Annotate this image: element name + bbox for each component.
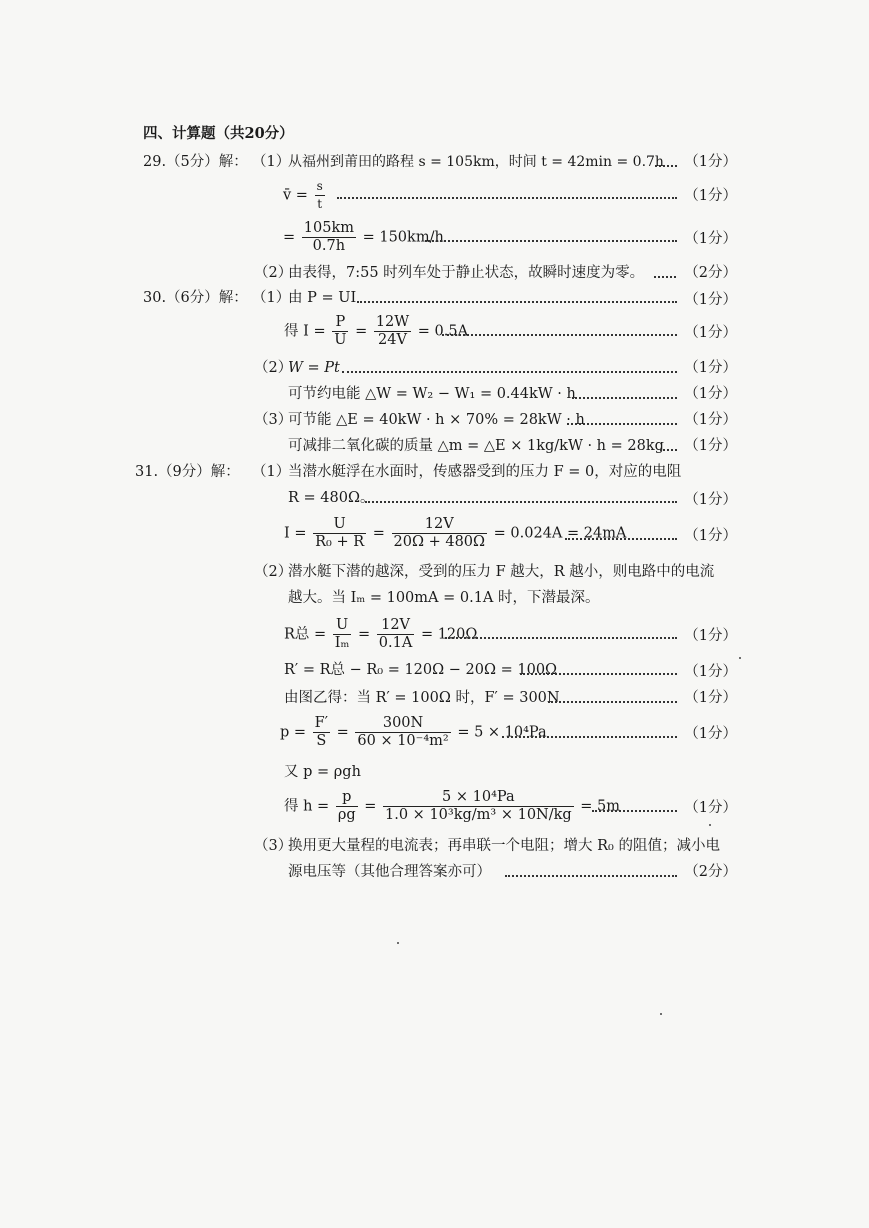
numerator: P [332,314,348,332]
q31-current-score: （1分） [684,528,737,544]
q29-velocity-calc [283,220,444,255]
leader-dots [505,875,677,877]
denominator: 20Ω + 480Ω [393,534,486,550]
formula-result: = 120Ω [420,626,478,643]
numerator: p [336,789,358,807]
leader-dots [502,736,677,738]
q31-pressure-depth-relation: 又 p = ρgh [284,764,361,780]
scan-speck [397,942,399,944]
q30-part1-text: 由 P = UI [288,290,357,306]
fraction [333,617,352,652]
q31-part3-score: （2分） [684,864,737,880]
leader-dots [565,538,677,540]
denominator: Iₘ [334,635,350,651]
fraction [313,516,366,551]
q31-part3-line1: 换用更大量程的电流表；再串联一个电阻；增大 R₀ 的阻值；减小电 [288,838,720,854]
q31-graph-reading: 由图乙得：当 R′ = 100Ω 时，F′ = 300N [284,690,560,706]
q29-velocity-score: （1分） [684,188,737,204]
leader-dots [442,334,677,336]
numerator: F′ [314,715,329,731]
q31-resistance: R = 480Ω。 [288,490,375,506]
q30-part1-score: （1分） [684,292,737,308]
leader-dots [342,371,677,373]
q29-part2-score: （2分） [684,265,737,281]
scan-speck [660,1013,662,1015]
q30-part3-label: （3） [254,412,293,428]
numerator: 12V [377,617,415,635]
leader-dots [654,276,676,278]
numerator: 300N [355,715,450,733]
leader-dots [548,701,677,703]
denominator: 1.0 × 10³kg/m³ × 10N/kg [385,807,572,823]
q31-part3-label: （3） [254,838,293,854]
fraction [355,715,450,750]
q29-part1-text: 从福州到莆田的路程 s = 105km，时间 t = 42min = 0.7h [288,154,664,170]
q31-part1-label: （1） [252,464,291,480]
q29-part1-label: （1） [252,154,291,170]
formula-lhs: I = [284,525,307,542]
formula-result: = 0.5A [417,323,469,340]
leader-dots [337,197,677,199]
formula-eq: = [372,525,385,542]
numerator: 12W [375,314,410,330]
formula-lhs: v̄ = [283,187,308,204]
q31-r-prime: R′ = R总 − R₀ = 120Ω − 20Ω = 100Ω [284,662,558,678]
denominator: ρg [337,807,356,823]
q31-total-resistance-formula [284,617,477,652]
q29-velocity-formula [283,178,327,213]
formula-eq: = [283,229,296,246]
numerator: 5 × 10⁴Pa [383,789,574,807]
q31-total-resistance-score: （1分） [684,628,737,644]
denominator: S [316,733,327,749]
denominator: 24V [378,332,407,348]
fraction [383,789,574,824]
q29-part1-score: （1分） [684,154,737,170]
q30-co2-reduction: 可减排二氧化碳的质量 △m = △E × 1kg/kW · h = 28kg [288,438,664,454]
q31-part2-line2: 越大。当 Iₘ = 100mA = 0.1A 时，下潜最深。 [288,590,600,606]
section-title: 四、计算题（共20分） [143,125,294,142]
fraction [302,220,356,255]
leader-dots [592,810,677,812]
leader-dots [567,423,677,425]
formula-lhs: p = [280,724,307,741]
formula-result: = 0.024A = 24mA [493,525,627,542]
q30-energy-saved: 可节约电能 △W = W₂ − W₁ = 0.44kW · h [288,386,576,402]
leader-dots [425,240,677,242]
denominator: t [317,197,323,211]
q30-energy-saved-score: （1分） [684,386,737,402]
numerator: U [333,617,352,635]
leader-dots [357,301,677,303]
fraction [392,516,488,551]
leader-dots [365,501,677,503]
formula-eq: = [358,626,371,643]
denominator: 0.1A [378,635,413,651]
q30-co2-score: （1分） [684,438,737,454]
q30-part3-score: （1分） [684,412,737,428]
q31-r-prime-score: （1分） [684,664,737,680]
leader-dots [655,165,677,167]
formula-eq: = [364,798,377,815]
leader-dots [520,673,677,675]
fraction [332,314,348,349]
q30-header: 30.（6分）解： [143,290,248,306]
formula-lhs: R总 = [284,626,327,643]
fraction [315,178,325,213]
formula-lhs: 得 h = [284,798,330,815]
q29-calc-score: （1分） [684,231,737,247]
denominator: U [334,332,347,348]
q31-depth-formula [284,789,620,824]
formula-result: = 150km/h [362,229,444,246]
q31-header: 31.（9分）解： [135,464,240,480]
numerator: 12V [392,516,488,534]
q31-pressure-score: （1分） [684,726,737,742]
formula-lhs: 得 I = [284,323,326,340]
q30-part1-label: （1） [252,290,291,306]
q31-pressure-formula [280,715,547,750]
numerator: s [315,178,325,196]
q31-part1-text: 当潜水艇浮在水面时，传感器受到的压力 F = 0，对应的电阻 [288,464,682,480]
q30-current-formula [284,314,468,349]
q30-current-score: （1分） [684,325,737,341]
leader-dots [445,637,677,639]
fraction [313,715,330,750]
q30-part2-label: （2） [254,360,293,376]
fraction [336,789,358,824]
fraction [377,617,415,652]
q31-part2-label: （2） [254,564,293,580]
numerator: U [313,516,366,534]
leader-dots [572,397,677,399]
formula-eq: = [336,724,349,741]
fraction [374,314,411,349]
q30-part2-text: W = Pt [288,360,340,376]
denominator: 0.7h [312,238,346,254]
q31-graph-score: （1分） [684,690,737,706]
numerator: 105km [303,220,354,236]
q31-current-formula [284,516,626,551]
denominator: R₀ + R [315,534,365,550]
q31-resistance-score: （1分） [684,492,737,508]
formula-result: = 5m [580,798,621,815]
scan-speck [709,824,711,826]
denominator: 60 × 10⁻⁴m² [357,733,449,749]
leader-dots [660,449,677,451]
scan-speck [739,657,741,659]
q31-part3-line2: 源电压等（其他合理答案亦可） [288,864,491,880]
q30-part2-score: （1分） [684,360,737,376]
formula-result: = 5 × 10⁴Pa [457,724,547,741]
q31-part2-line1: 潜水艇下潜的越深，受到的压力 F 越大，R 越小，则电路中的电流 [288,564,715,580]
q29-part2-text: 由表得，7:55 时列车处于静止状态，故瞬时速度为零。 [288,265,645,281]
formula-eq: = [355,323,368,340]
q29-header: 29.（5分）解： [143,154,248,170]
q29-part2-label: （2） [254,265,293,281]
q31-depth-score: （1分） [684,800,737,816]
q30-part3-text: 可节能 △E = 40kW · h × 70% = 28kW · h [288,412,585,428]
